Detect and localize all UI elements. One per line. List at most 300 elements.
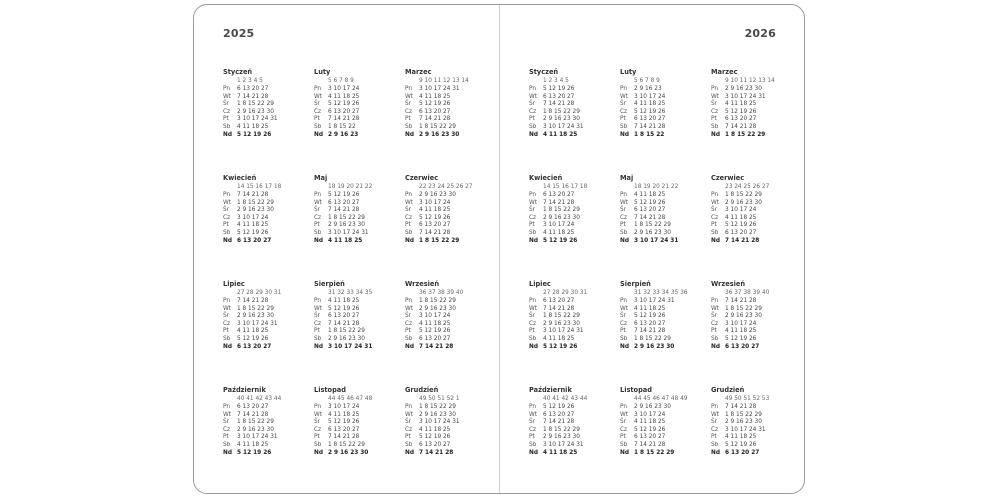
weekday-label: Nd [223, 237, 233, 244]
day-row [620, 442, 708, 450]
day-row [405, 238, 493, 246]
day-row [405, 321, 493, 329]
week-numbers [223, 289, 311, 298]
weekday-label: Cz [711, 426, 719, 433]
weekday-label: Nd [405, 237, 415, 244]
weekday-label: Pn [405, 192, 413, 198]
weekday-label: Cz [529, 108, 537, 115]
day-row [223, 306, 311, 314]
day-numbers: 5 12 19 26 [543, 343, 578, 350]
day-numbers: 1 8 15 22 29 [237, 199, 274, 206]
weekday-label: Wt [529, 305, 538, 312]
day-numbers: 1 8 15 22 29 [328, 214, 365, 221]
weekday-label: Pn [223, 404, 231, 410]
day-row [711, 328, 799, 336]
day-row [620, 124, 708, 132]
day-numbers: 3 10 17 24 31 [543, 123, 584, 130]
week-numbers-text: 27 28 29 30 31 [543, 290, 588, 296]
weekday-label: Wt [711, 305, 720, 312]
weekday-label: Nd [405, 449, 415, 456]
week-numbers [405, 289, 493, 298]
month-block [711, 279, 799, 351]
day-row [711, 222, 799, 230]
month-name: Kwiecień [529, 174, 563, 182]
month-name: Luty [314, 68, 331, 76]
day-numbers: 2 9 16 23 30 [328, 335, 365, 342]
weekday-label: Śr [223, 207, 230, 214]
day-numbers: 4 11 18 25 [237, 328, 269, 335]
day-numbers: 5 12 19 26 [237, 229, 269, 236]
weekday-label: Nd [314, 237, 324, 244]
day-numbers: 4 11 18 25 [543, 335, 575, 342]
day-numbers: 7 14 21 28 [237, 411, 269, 418]
day-row [405, 419, 493, 427]
weekday-label: Cz [405, 108, 413, 115]
day-numbers: 6 13 20 27 [419, 335, 451, 342]
month-block [620, 67, 708, 139]
day-row [223, 313, 311, 321]
day-row [529, 94, 617, 102]
week-numbers [620, 77, 708, 86]
day-numbers: 5 12 19 26 [328, 305, 360, 312]
day-row [711, 419, 799, 427]
day-numbers: 1 8 15 22 29 [725, 411, 762, 418]
day-row [405, 215, 493, 223]
day-row [620, 116, 708, 124]
day-numbers: 5 12 19 26 [237, 335, 269, 342]
weekday-label: Cz [620, 320, 628, 327]
day-numbers: 3 10 17 24 31 [725, 426, 766, 433]
day-row [529, 298, 617, 306]
weekday-label: Śr [223, 419, 230, 426]
weekday-label: Sb [405, 335, 413, 342]
day-row [711, 132, 799, 140]
weekday-label: Nd [405, 131, 415, 138]
day-row [711, 450, 799, 458]
weekday-label: Pn [711, 86, 719, 92]
day-row [223, 109, 311, 117]
month-name: Październik [223, 386, 266, 394]
day-numbers: 4 11 18 25 [634, 192, 666, 198]
day-numbers: 7 14 21 28 [634, 214, 666, 221]
month-name: Maj [314, 174, 328, 182]
weekday-label: Sb [405, 441, 413, 448]
day-row [405, 313, 493, 321]
day-numbers: 4 11 18 25 [237, 222, 269, 229]
weekday-label: Wt [405, 411, 414, 418]
weekday-label: Wt [620, 93, 629, 100]
day-row [711, 200, 799, 208]
day-row [405, 434, 493, 442]
day-numbers: 1 8 15 22 29 [237, 419, 274, 426]
day-numbers: 4 11 18 25 [725, 101, 757, 108]
day-row [223, 336, 311, 344]
day-row [405, 124, 493, 132]
weekday-label: Pn [314, 298, 322, 304]
day-row [711, 94, 799, 102]
day-numbers: 6 13 20 27 [543, 298, 575, 304]
month-block [529, 279, 617, 351]
day-row [405, 222, 493, 230]
day-row [711, 192, 799, 200]
weekday-label: Śr [620, 313, 627, 320]
day-numbers: 4 11 18 25 [328, 411, 360, 418]
day-numbers: 4 11 18 25 [419, 207, 451, 214]
month-block [405, 67, 493, 139]
day-row [529, 207, 617, 215]
week-numbers-text: 18 19 20 21 22 [634, 184, 679, 190]
day-numbers: 7 14 21 28 [419, 449, 454, 456]
weekday-label: Nd [405, 343, 415, 350]
day-row [223, 132, 311, 140]
weekday-label: Cz [405, 214, 413, 221]
weekday-label: Wt [223, 305, 232, 312]
day-row [620, 313, 708, 321]
month-block [314, 385, 402, 457]
weekday-label: Pt [711, 116, 717, 123]
day-numbers: 2 9 16 23 30 [237, 313, 274, 320]
day-numbers: 3 10 17 24 31 [725, 93, 766, 100]
day-numbers: 7 14 21 28 [543, 419, 575, 426]
day-numbers: 2 9 16 23 30 [634, 404, 671, 410]
month-name: Wrzesień [711, 280, 746, 288]
weekday-label: Wt [711, 411, 720, 418]
month-block [314, 173, 402, 245]
day-numbers: 1 8 15 22 29 [419, 404, 456, 410]
day-row [405, 86, 493, 94]
weekday-label: Sb [620, 335, 628, 342]
day-numbers: 2 9 16 23 30 [543, 214, 580, 221]
day-row [620, 336, 708, 344]
month-name: Czerwiec [405, 174, 439, 182]
day-row [223, 124, 311, 132]
day-row [223, 116, 311, 124]
day-row [314, 215, 402, 223]
day-row [223, 86, 311, 94]
weekday-label: Śr [620, 419, 627, 426]
weekday-label: Cz [223, 108, 231, 115]
weekday-label: Cz [314, 426, 322, 433]
day-numbers: 2 9 16 23 30 [237, 426, 274, 433]
weekday-label: Pn [405, 404, 413, 410]
day-row [620, 109, 708, 117]
weekday-label: Cz [314, 214, 322, 221]
page-right [500, 5, 805, 493]
weekday-label: Cz [223, 320, 231, 327]
day-row [314, 101, 402, 109]
day-numbers: 1 8 15 22 29 [419, 123, 456, 130]
week-numbers [711, 395, 799, 404]
day-row [529, 222, 617, 230]
day-row [314, 200, 402, 208]
weekday-label: Pt [223, 328, 229, 335]
weekday-label: Śr [314, 101, 321, 108]
day-row [620, 200, 708, 208]
weekday-label: Pn [405, 298, 413, 304]
weekday-label: Cz [711, 108, 719, 115]
week-numbers [314, 289, 402, 298]
day-numbers: 6 13 20 27 [634, 434, 666, 441]
weekday-label: Pn [314, 404, 322, 410]
year-title-left: 2025 [223, 27, 255, 40]
month-name: Grudzień [711, 386, 745, 394]
weekday-label: Śr [405, 313, 412, 320]
weekday-label: Pn [223, 86, 231, 92]
week-numbers [711, 289, 799, 298]
day-numbers: 4 11 18 25 [328, 237, 363, 244]
weekday-label: Sb [405, 229, 413, 236]
month-name: Lipiec [529, 280, 551, 288]
day-numbers: 6 13 20 27 [634, 116, 666, 123]
weekday-label: Nd [314, 449, 324, 456]
month-block [711, 385, 799, 457]
day-row [314, 306, 402, 314]
weekday-label: Wt [223, 199, 232, 206]
month-name: Wrzesień [405, 280, 440, 288]
day-numbers: 3 10 17 24 31 [237, 116, 278, 123]
day-numbers: 6 13 20 27 [725, 449, 760, 456]
day-numbers: 6 13 20 27 [725, 343, 760, 350]
day-row [405, 450, 493, 458]
month-name: Kwiecień [223, 174, 257, 182]
weekday-label: Śr [405, 101, 412, 108]
day-numbers: 7 14 21 28 [725, 298, 757, 304]
weekday-label: Pn [529, 298, 537, 304]
weekday-label: Pn [620, 86, 628, 92]
day-numbers: 7 14 21 28 [725, 404, 757, 410]
weekday-label: Pt [223, 434, 229, 441]
weekday-label: Śr [529, 313, 536, 320]
week-numbers [711, 77, 799, 86]
weekday-label: Nd [711, 343, 721, 350]
weekday-label: Pn [711, 298, 719, 304]
week-numbers-text: 44 45 46 47 48 49 [634, 396, 688, 402]
weekday-label: Wt [405, 305, 414, 312]
day-numbers: 6 13 20 27 [328, 108, 360, 115]
day-row [711, 321, 799, 329]
day-row [620, 321, 708, 329]
day-numbers: 3 10 17 24 [725, 320, 757, 327]
day-row [223, 412, 311, 420]
day-row [223, 427, 311, 435]
week-numbers-text: 9 10 11 12 13 14 [725, 78, 775, 84]
weekday-label: Sb [529, 335, 537, 342]
day-row [711, 109, 799, 117]
month-block [405, 279, 493, 351]
week-numbers-text: 14 15 16 17 18 [543, 184, 588, 190]
day-row [405, 427, 493, 435]
day-row [711, 404, 799, 412]
week-numbers-text: 14 15 16 17 18 [237, 184, 282, 190]
weekday-label: Śr [711, 313, 718, 320]
day-numbers: 4 11 18 25 [543, 449, 578, 456]
weekday-label: Pn [314, 192, 322, 198]
day-numbers: 1 8 15 22 [634, 131, 665, 138]
day-numbers: 2 9 16 23 [634, 86, 662, 92]
day-numbers: 5 12 19 26 [725, 222, 757, 229]
day-row [405, 230, 493, 238]
day-row [620, 306, 708, 314]
month-block [620, 279, 708, 351]
day-numbers: 6 13 20 27 [237, 404, 269, 410]
weekday-label: Pt [405, 328, 411, 335]
weekday-label: Pn [405, 86, 413, 92]
day-numbers: 7 14 21 28 [237, 93, 269, 100]
weekday-label: Nd [314, 131, 324, 138]
day-numbers: 2 9 16 23 30 [725, 199, 762, 206]
day-numbers: 4 11 18 25 [634, 101, 666, 108]
day-numbers: 5 12 19 26 [328, 419, 360, 426]
weekday-label: Pn [711, 404, 719, 410]
weekday-label: Śr [711, 101, 718, 108]
day-numbers: 3 10 17 24 [725, 207, 757, 214]
weekday-label: Pn [529, 192, 537, 198]
day-numbers: 2 9 16 23 30 [634, 343, 675, 350]
week-numbers-text: 27 28 29 30 31 [237, 290, 282, 296]
day-numbers: 2 9 16 23 [328, 131, 359, 138]
weekday-label: Wt [223, 93, 232, 100]
day-numbers: 4 11 18 25 [725, 434, 757, 441]
day-numbers: 4 11 18 25 [634, 419, 666, 426]
day-numbers: 1 8 15 22 29 [725, 192, 762, 198]
weekday-label: Wt [405, 93, 414, 100]
day-numbers: 7 14 21 28 [725, 237, 760, 244]
weekday-label: Pn [529, 86, 537, 92]
day-numbers: 5 12 19 26 [543, 237, 578, 244]
day-row [223, 101, 311, 109]
day-row [314, 109, 402, 117]
day-numbers: 7 14 21 28 [419, 343, 454, 350]
day-row [711, 124, 799, 132]
day-row [620, 419, 708, 427]
day-row [314, 442, 402, 450]
weekday-label: Nd [529, 131, 539, 138]
week-numbers [405, 183, 493, 192]
day-numbers: 5 12 19 26 [725, 441, 757, 448]
day-numbers: 3 10 17 24 [328, 404, 360, 410]
day-numbers: 4 11 18 25 [237, 123, 269, 130]
day-row [620, 450, 708, 458]
week-numbers-text: 5 6 7 8 9 [634, 78, 660, 84]
day-row [314, 230, 402, 238]
weekday-label: Sb [529, 441, 537, 448]
day-numbers: 1 8 15 22 29 [543, 313, 580, 320]
day-row [405, 109, 493, 117]
day-numbers: 5 12 19 26 [543, 404, 575, 410]
day-numbers: 5 12 19 26 [237, 449, 272, 456]
day-row [529, 336, 617, 344]
day-numbers: 6 13 20 27 [328, 313, 360, 320]
weekday-label: Nd [620, 343, 630, 350]
day-row [711, 116, 799, 124]
day-row [711, 86, 799, 94]
weekday-label: Śr [711, 207, 718, 214]
weekday-label: Wt [314, 411, 323, 418]
day-numbers: 7 14 21 28 [543, 199, 575, 206]
day-row [405, 412, 493, 420]
weekday-label: Nd [529, 449, 539, 456]
day-numbers: 4 11 18 25 [237, 441, 269, 448]
day-numbers: 3 10 17 24 31 [419, 419, 460, 426]
day-numbers: 7 14 21 28 [419, 116, 451, 123]
weekday-label: Sb [223, 229, 231, 236]
week-numbers-text: 1 2 3 4 5 [543, 78, 569, 84]
day-row [314, 427, 402, 435]
day-row [711, 207, 799, 215]
weekday-label: Pt [529, 116, 535, 123]
day-row [529, 344, 617, 352]
day-numbers: 3 10 17 24 31 [634, 237, 679, 244]
weekday-label: Wt [529, 411, 538, 418]
day-numbers: 1 8 15 22 29 [419, 298, 456, 304]
week-numbers [314, 395, 402, 404]
month-block [314, 279, 402, 351]
day-row [314, 450, 402, 458]
day-numbers: 1 8 15 22 29 [725, 131, 766, 138]
day-row [529, 132, 617, 140]
day-numbers: 6 13 20 27 [634, 207, 666, 214]
weekday-label: Pt [711, 222, 717, 229]
month-name: Sierpień [314, 280, 345, 288]
weekday-label: Śr [314, 207, 321, 214]
weekday-label: Pt [620, 328, 626, 335]
weekday-label: Nd [711, 131, 721, 138]
day-numbers: 6 13 20 27 [634, 320, 666, 327]
weekday-label: Sb [620, 441, 628, 448]
day-row [314, 192, 402, 200]
weekday-label: Cz [529, 214, 537, 221]
week-numbers [223, 183, 311, 192]
weekday-label: Cz [314, 108, 322, 115]
day-numbers: 5 12 19 26 [328, 192, 360, 198]
day-row [711, 298, 799, 306]
planner-spread [193, 4, 805, 494]
day-numbers: 4 11 18 25 [725, 328, 757, 335]
weekday-label: Nd [314, 343, 324, 350]
week-numbers-text: 9 10 11 12 13 14 [419, 78, 469, 84]
weekday-label: Pn [620, 298, 628, 304]
day-numbers: 5 12 19 26 [328, 101, 360, 108]
day-numbers: 2 9 16 23 30 [634, 229, 671, 236]
weekday-label: Pt [314, 222, 320, 229]
weekday-label: Wt [529, 199, 538, 206]
week-numbers [711, 183, 799, 192]
day-row [405, 116, 493, 124]
weekday-label: Śr [529, 419, 536, 426]
weekday-label: Pt [223, 116, 229, 123]
week-numbers [223, 77, 311, 86]
day-row [314, 434, 402, 442]
day-row [711, 434, 799, 442]
day-row [223, 442, 311, 450]
weekday-label: Śr [223, 101, 230, 108]
day-row [314, 132, 402, 140]
day-row [223, 230, 311, 238]
day-numbers: 6 13 20 27 [419, 222, 451, 229]
weekday-label: Cz [405, 320, 413, 327]
day-row [405, 306, 493, 314]
day-numbers: 5 12 19 26 [419, 101, 451, 108]
weekday-label: Wt [405, 199, 414, 206]
day-numbers: 2 9 16 23 30 [419, 131, 460, 138]
day-numbers: 3 10 17 24 31 [328, 229, 369, 236]
month-block [711, 67, 799, 139]
weekday-label: Śr [620, 207, 627, 214]
day-row [314, 207, 402, 215]
day-numbers: 1 8 15 22 29 [543, 426, 580, 433]
weekday-label: Sb [223, 441, 231, 448]
day-numbers: 3 10 17 24 31 [419, 86, 460, 92]
